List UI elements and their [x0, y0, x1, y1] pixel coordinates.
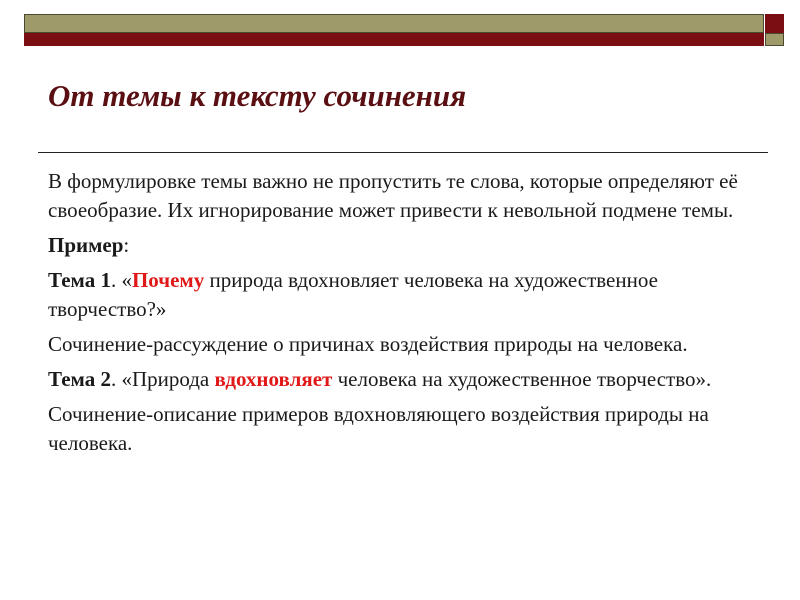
theme2-prefix: . «Природа	[110, 367, 215, 391]
title-divider	[38, 152, 768, 153]
theme2-rest: человека на художественное творчество».	[332, 367, 712, 391]
example-colon: :	[123, 233, 130, 257]
header-maroon-square	[765, 14, 784, 33]
slide-title: От темы к тексту сочинения	[48, 78, 467, 113]
slide-content	[48, 167, 748, 464]
theme1-rest: природа вдохновляет человека на художественное творчество?»	[48, 268, 658, 321]
theme1-description: Сочинение-рассуждение о причинах воздействия природы на человека.	[48, 332, 688, 356]
header-maroon-bar	[24, 33, 764, 46]
example-label: Пример	[48, 233, 124, 257]
theme2-description: Сочинение-описание примеров вдохновляющего воздействия природы на человека.	[48, 402, 709, 455]
theme1-label: Тема 1	[48, 268, 111, 292]
header-olive-square	[765, 33, 784, 46]
example-heading	[48, 231, 748, 260]
theme2-keyword: вдохновляет	[214, 367, 333, 391]
header-olive-bar	[24, 14, 764, 33]
theme1-keyword: Почему	[131, 268, 205, 292]
theme1-prefix: . «	[110, 268, 132, 292]
theme1-paragraph	[48, 266, 748, 324]
theme2-label: Тема 2	[48, 367, 111, 391]
intro-paragraph: В формулировке темы важно не пропустить те слова, которые определяют её своеобразие. Их игнорирование может привести к невольной подмене темы.	[48, 169, 738, 222]
theme2-paragraph	[48, 365, 748, 394]
